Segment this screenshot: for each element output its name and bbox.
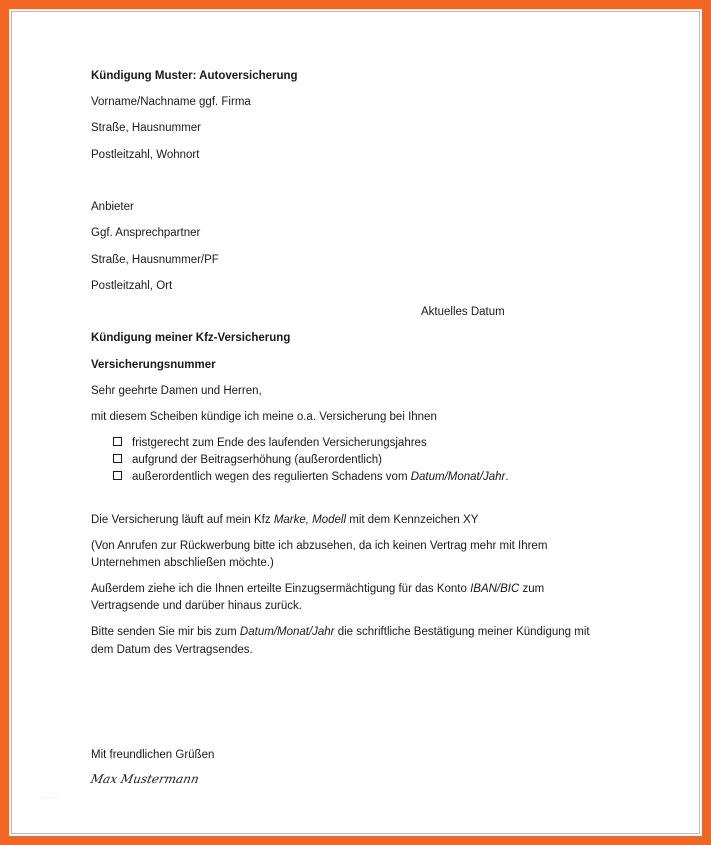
checkbox-icon <box>113 471 122 480</box>
sender-street: Straße, Hausnummer <box>91 122 201 134</box>
subject-line: Kündigung meiner Kfz-Versicherung <box>91 332 291 344</box>
mandate-text-end: zum <box>519 583 545 595</box>
checkbox-icon <box>113 454 122 463</box>
vehicle-text: Die Versicherung läuft auf mein Kfz <box>91 514 274 526</box>
letter-date: Aktuelles Datum <box>421 306 505 318</box>
sender-city: Postleitzahl, Wohnort <box>91 149 200 161</box>
vehicle-text-end: mit dem Kennzeichen XY <box>346 514 479 526</box>
watermark: ····· <box>40 792 62 803</box>
confirm-text: Bitte senden Sie mir bis zum <box>91 626 240 638</box>
closing: Mit freundlichen Grüßen <box>91 749 215 761</box>
confirm-placeholder: Datum/Monat/Jahr <box>239 626 335 638</box>
recipient-street: Straße, Hausnummer/PF <box>91 254 219 266</box>
recipient-city: Postleitzahl, Ort <box>91 280 173 292</box>
checkbox-icon <box>113 437 122 446</box>
vehicle-placeholder: Marke, Modell <box>273 514 347 526</box>
intro-text: mit diesem Scheiben kündige ich meine o.a. Versicherung bei Ihnen <box>91 411 437 423</box>
letter-title: Kündigung Muster: Autoversicherung <box>91 70 298 82</box>
mandate-line-2: Vertragsende und darüber hinaus zurück. <box>91 600 302 612</box>
option-item <box>113 470 509 484</box>
no-calls-line-1: (Von Anrufen zur Rückwerbung bitte ich abzusehen, da ich keinen Vertrag mehr mit Ihrem <box>91 540 548 552</box>
option-text: aufgrund der Beitragserhöhung (außerordentlich) <box>132 454 382 466</box>
mandate-placeholder: IBAN/BIC <box>470 583 520 595</box>
no-calls-line-2: Unternehmen abschließen möchte.) <box>91 557 274 569</box>
sender-name: Vorname/Nachname ggf. Firma <box>91 96 251 108</box>
option-item <box>113 436 427 450</box>
salutation: Sehr geehrte Damen und Herren, <box>91 385 262 397</box>
mandate-line-1 <box>91 582 544 596</box>
confirm-line-1 <box>91 625 590 639</box>
option-text: außerordentlich wegen des regulierten Schadens vom <box>132 471 411 483</box>
recipient-contact: Ggf. Ansprechpartner <box>91 227 201 239</box>
option-item <box>113 453 382 467</box>
policy-number: Versicherungsnummer <box>91 359 216 371</box>
option-text: fristgerecht zum Ende des laufenden Versicherungsjahres <box>132 437 427 449</box>
option-date-placeholder: Datum/Monat/Jahr <box>410 471 506 483</box>
option-tail: . <box>505 471 509 483</box>
mandate-text: Außerdem ziehe ich die Ihnen erteilte Einzugsermächtigung für das Konto <box>91 583 471 595</box>
confirm-line-2: dem Datum des Vertragsendes. <box>91 644 253 656</box>
confirm-text-end: die schriftliche Bestätigung meiner Kündigung mit <box>334 626 590 638</box>
signature: Max Mustermann <box>89 772 201 786</box>
vehicle-paragraph <box>91 513 478 527</box>
recipient-provider: Anbieter <box>91 201 134 213</box>
